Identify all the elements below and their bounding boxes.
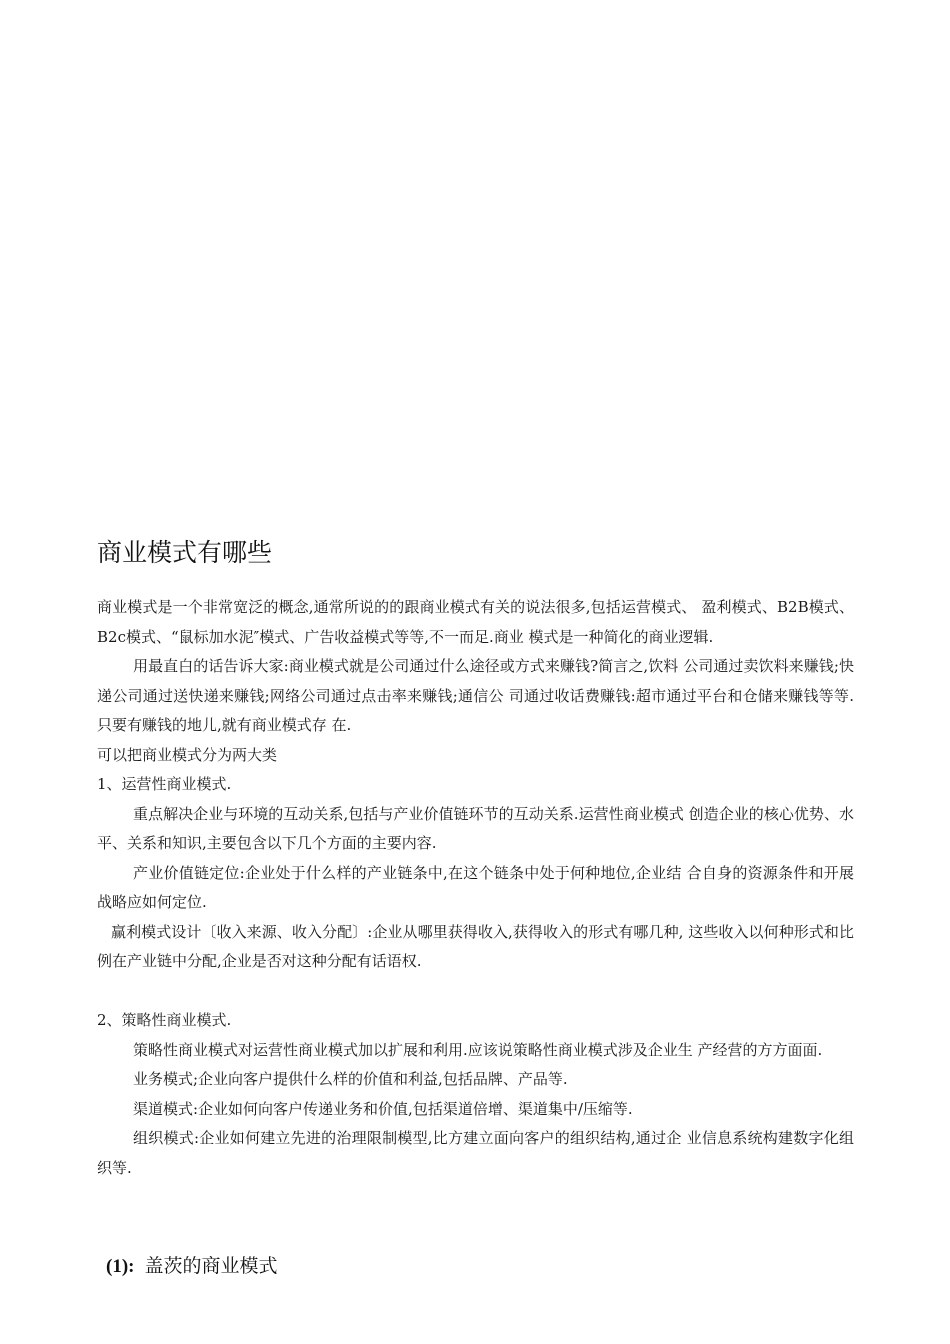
- section-title: 盖茨的商业模式: [144, 1255, 278, 1277]
- document-body: [97, 593, 854, 1183]
- heading-strategic-model: 2、策略性商业模式.: [97, 1011, 232, 1029]
- document-title: 商业模式有哪些: [97, 537, 273, 567]
- paragraph-business-model: 业务模式;企业向客户提供什么样的价值和利益,包括品牌、产品等.: [133, 1070, 568, 1088]
- section-number: (1):: [106, 1256, 135, 1277]
- paragraph-channel-model: 渠道模式:企业如何向客户传递业务和价值,包括渠道倍增、渠道集中/压缩等.: [133, 1099, 633, 1118]
- section-heading: [106, 1251, 278, 1282]
- paragraph-intro: 商业模式是一个非常宽泛的概念,通常所说的的跟商业模式有关的说法很多,包括运营模式、 盈利模式、B2B模式、B2c模式、“鼠标加水泥″模式、广告收益模式等等,不一而足.商业 模式是一种简化的商业逻辑.: [97, 598, 854, 646]
- paragraph-two-categories: 可以把商业模式分为两大类: [97, 745, 278, 764]
- paragraph-operational-description: 重点解决企业与环境的互动关系,包括与产业价值链环节的互动关系.运营性商业模式 创造企业的核心优势、水平、关系和知识,主要包含以下几个方面的主要内容.: [97, 804, 854, 852]
- paragraph-strategic-description: 策略性商业模式对运营性商业模式加以扩展和利用.应该说策略性商业模式涉及企业生 产经营的方方面面.: [133, 1040, 823, 1059]
- paragraph-value-chain: 产业价值链定位:企业处于什么样的产业链条中,在这个链条中处于何种地位,企业结 合自身的资源条件和开展战略应如何定位.: [97, 863, 854, 911]
- paragraph-plain-explanation: 用最直白的话告诉大家:商业模式就是公司通过什么途径或方式来赚钱?简言之,饮料 公司通过卖饮料来赚钱;快递公司通过送快递来赚钱;网络公司通过点击率来赚钱;通信公 司通过收话费赚钱:超市通过平台和仓储来赚钱等等.只要有赚钱的地儿,就有商业模式存 在.: [97, 657, 854, 734]
- paragraph-spacer: [97, 977, 854, 1007]
- paragraph-organization-model: 组织模式:企业如何建立先进的治理限制模型,比方建立面向客户的组织结构,通过企 业信息系统构建数字化组织等.: [97, 1129, 854, 1177]
- heading-operational-model: 1、运营性商业模式.: [97, 775, 232, 793]
- paragraph-profit-model: 赢利模式设计〔收入来源、收入分配〕:企业从哪里获得收入,获得收入的形式有哪几种, 这些收入以何种形式和比例在产业链中分配,企业是否对这种分配有话语权.: [97, 922, 854, 970]
